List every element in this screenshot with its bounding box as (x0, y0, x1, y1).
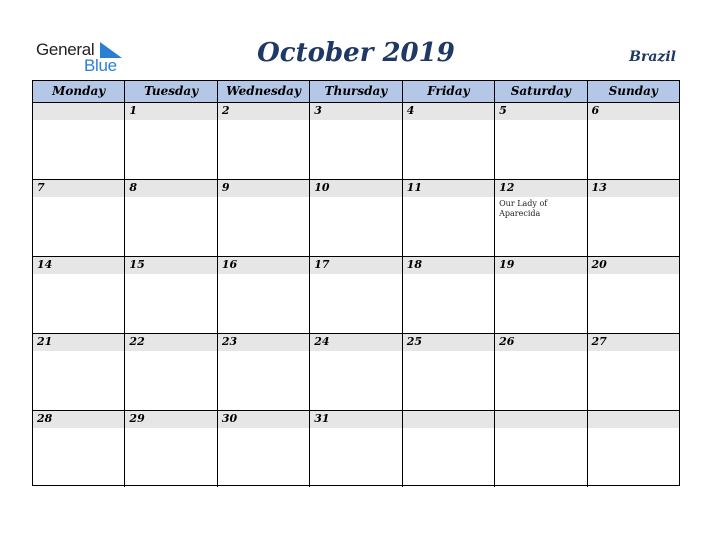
day-cell (33, 257, 125, 333)
day-cell (588, 103, 679, 179)
day-number: 29 (129, 412, 145, 425)
day-cell (495, 334, 587, 410)
weekday-thursday: Thursday (310, 81, 402, 102)
month-calendar (32, 80, 680, 486)
day-cell (495, 257, 587, 333)
day-number: 18 (406, 258, 422, 271)
day-number: 19 (499, 258, 515, 271)
day-number: 7 (37, 181, 45, 194)
weekday-tuesday: Tuesday (125, 81, 217, 102)
calendar-title: October 2019 (257, 38, 455, 68)
day-number: 17 (314, 258, 330, 271)
day-cell (588, 411, 679, 487)
day-cell (403, 334, 495, 410)
day-number: 10 (314, 181, 330, 194)
day-number: 31 (314, 412, 330, 425)
weekday-wednesday: Wednesday (218, 81, 310, 102)
weekday-friday: Friday (403, 81, 495, 102)
day-number: 15 (129, 258, 145, 271)
day-cell (33, 411, 125, 487)
day-number: 8 (129, 181, 138, 194)
day-cell (403, 257, 495, 333)
day-number: 13 (591, 181, 607, 194)
day-cell (33, 103, 125, 179)
week-row-3 (33, 257, 679, 334)
day-number: 21 (37, 335, 53, 348)
day-cell (125, 257, 217, 333)
day-cell (403, 180, 495, 256)
holiday-event-label: Our Lady of Aparecida (499, 199, 548, 218)
day-cell (218, 334, 310, 410)
day-cell (403, 411, 495, 487)
week-row-1 (33, 103, 679, 180)
day-number: 11 (406, 181, 422, 194)
day-number: 4 (406, 104, 415, 117)
day-number: 16 (221, 258, 238, 271)
day-cell (218, 411, 310, 487)
day-number: 25 (406, 335, 422, 348)
day-cell (495, 411, 587, 487)
day-cell (495, 180, 587, 256)
day-number: 30 (221, 412, 238, 425)
day-cell (310, 257, 402, 333)
day-cell (125, 334, 217, 410)
logo-general-text: General (36, 40, 95, 59)
weekday-monday: Monday (33, 81, 125, 102)
day-number: 22 (129, 335, 145, 348)
day-number: 20 (591, 258, 607, 271)
week-row-2 (33, 180, 679, 257)
day-cell (125, 103, 217, 179)
day-cell (310, 411, 402, 487)
day-cell (33, 180, 125, 256)
day-cell (588, 257, 679, 333)
day-cell (33, 334, 125, 410)
day-number: 24 (314, 335, 330, 348)
weekday-header (33, 81, 679, 103)
day-number: 6 (591, 104, 600, 117)
day-cell (403, 103, 495, 179)
country-label: Brazil (629, 49, 676, 65)
day-number: 1 (129, 104, 138, 117)
day-number: 14 (37, 258, 53, 271)
day-cell (588, 334, 679, 410)
day-number: 9 (221, 181, 230, 194)
day-number: 23 (221, 335, 238, 348)
day-cell (495, 103, 587, 179)
weekday-sunday: Sunday (608, 84, 658, 98)
day-number: 3 (314, 104, 322, 117)
day-number: 5 (499, 104, 507, 117)
day-number: 28 (37, 412, 53, 425)
day-cell (218, 257, 310, 333)
week-row-4 (33, 334, 679, 411)
day-number: 26 (499, 335, 515, 348)
day-cell (125, 180, 217, 256)
day-cell (125, 411, 217, 487)
day-cell (310, 180, 402, 256)
day-cell (218, 103, 310, 179)
day-cell (310, 103, 402, 179)
day-number: 2 (221, 104, 230, 117)
day-number: 27 (591, 335, 607, 348)
day-cell (310, 334, 402, 410)
day-cell (218, 180, 310, 256)
logo-blue-text: Blue (84, 56, 117, 75)
weekday-saturday: Saturday (495, 81, 587, 102)
day-number: 12 (499, 181, 515, 194)
day-cell (588, 180, 679, 256)
week-row-5 (33, 411, 679, 487)
